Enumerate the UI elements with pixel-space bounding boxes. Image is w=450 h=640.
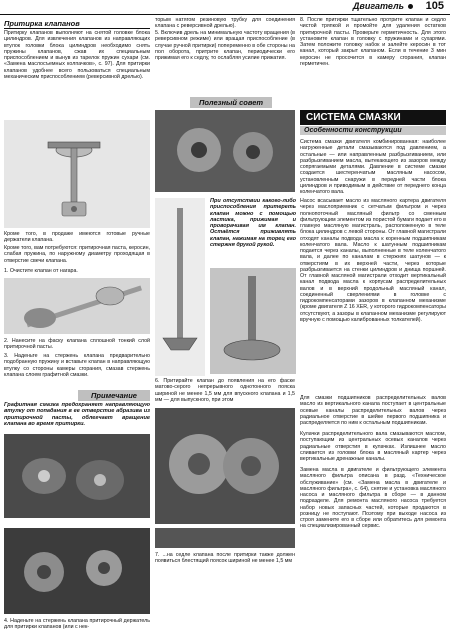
valve-seat-photo (210, 268, 296, 374)
step-6: 6. Притирайте клапан до появления на его фаске матово-серого непрерывного однотонного пояска шириной не менее 1,5 мм для впускного клапана и 1,5 мм — для выпускного, при этом (155, 378, 295, 403)
step-1: 1. Очистите клапан от нагара. (4, 268, 78, 274)
note-text: Графитная смазка предохраняет направляющую втулку от попадания в ее отверстие абразива из притирочной пасты, облегчает вращение клапана во время притирки. (4, 402, 150, 428)
materials-text: Кроме того, вам потребуются: притирочная паста, керосин, слабая пружина, по наружному диаметру проходящая в отверстие свечи клапана. (4, 245, 150, 264)
ready-holders-text: Кроме того, в продаже имеются готовые ручные держатели клапана. (4, 231, 150, 244)
design-features-heading: Особенности конструкции (300, 126, 446, 135)
valve-spring-photo (4, 528, 150, 614)
step-7: 7. ...на седле клапана после притирки также должен появиться блестящий поясок шириной не менее 1,5 мм (155, 552, 295, 565)
combustion-chamber-photo (155, 408, 295, 524)
tip-photo (155, 110, 295, 192)
lubrication-par-2: Насос всасывает масло из масляного картера двигателя через маслоприемник с сетчатым фильтром и через полнопоточный масляный фильтр со сменным фильтрующим элементом из пористой бумаги подает его в главную масляную магистраль, расположенную в теле блока цилиндров с левой стороны. От главной магистрали отходят каналы подвода масла к коренным подшипникам коленчатого вала. Масло к шатунным подшипникам подается через каналы, выполненные в теле коленчатого вала, и далее по каналам в стержнях шатунов — к отверстиям в их верхней части, через которые разбрызгивается на стенки цилиндров и днища поршней. От главной масляной магистрали отходит вертикальный канал подвода масла к корпусам распределительных валов и в верхний продольный масляный канал, соединенный сверлениями в головке с гидрокомпенсаторами зазоров в клапанном механизме (кроме двигателя Z 16 XER, у которого гидрокомпенсаторы отсутствуют, а зазоры в клапанном механизме регулируют вручную с помощью калиброванных толкателей). (300, 198, 446, 323)
valve-holder-photo (4, 120, 150, 228)
lubrication-par-1: Система смазки двигателя комбинированная: наиболее нагруженные детали смазываются под давлением, а остальные — или направленным разбрызгиванием, или разбрызгиванием масла, вытекающего из зазоров между сопрягаемыми деталями. Давление в системе смазки создается шестеренчатым масляным насосом, установленным снаружи в передней части блока цилиндров и приводимым в действие от переднего конца коленчатого вала. (300, 139, 446, 195)
valve-cleaning-photo (4, 278, 150, 334)
step-4: 4. Наденьте на стержень клапана притирочный держатель для притирки клапанов (или с нек- (4, 618, 150, 631)
page-header (0, 0, 450, 14)
seat-thumbnail (155, 528, 295, 548)
note-heading: Примечание (78, 390, 150, 401)
page-number: 105 (425, 0, 444, 12)
header-bullet (408, 4, 413, 9)
cylinder-head-photo (4, 434, 150, 518)
section-name: Двигатель (352, 1, 404, 11)
lubrication-par-4: Кулачки распределительного вала смазываются маслом, поступающим из центральных осевых каналов через радиальные отверстия в кулачках. Излишнее масло сливается из головки блока в масляный картер через вертикальные дренажные каналы. (300, 431, 446, 462)
mid-top-text: торым натягом резиновую трубку для соединения клапана с реверсивной дрелью). (155, 17, 295, 30)
step-8: 8. После притирки тщательно протрите клапан и седло чистой тряпкой и промойте для удаления остатков притирочной пасты. Проверьте герметичность. Для этого установите клапан в головку с пружинами и сухарями. Затем положите головку набок и залейте керосин в тот канал, который закрыт клапаном. Если в течение 3 мин керосин не просочится в камеру сгорания, клапан герметичен. (300, 17, 446, 67)
step-2: 2. Нанесите на фаску клапана сплошной тонкий слой притирочной пасты. (4, 338, 150, 351)
intro-paragraph: Притирку клапанов выполняют на снятой головке блока цилиндров. Для извлечения клапанов из направляющих втулок головки блока цилиндров необходимо снять пружины клапанов, сжав их специальным приспособлением и вынув из тарелок пружин сухари (см. «Замена маслосъемных колпачков», с. 97). Для притирки клапанов удобнее всего пользоваться специальным механическим приспособлением (реверсивной дрелью). (4, 30, 150, 80)
tip-text: При отсутствии какого-либо приспособления притереть клапан можно с помощью ластика, прижимая и проворачивая им клапан. Остаётся приживлять клапан, нажимая на торец его стержня другой рукой. (210, 198, 296, 249)
step-3: 3. Наденьте на стержень клапана предварительно подобранную пружину и вставьте клапан в направляющую втулку со стороны камеры сгорания, смазав стержень клапана слоем графитной смазки. (4, 353, 150, 378)
lubrication-system-heading: СИСТЕМА СМАЗКИ (300, 110, 446, 125)
lapped-valve-photo (155, 198, 205, 376)
valve-lapping-heading: Притирка клапанов (4, 19, 150, 29)
useful-tip-heading: Полезный совет (190, 97, 272, 108)
lubrication-par-5: Замена масла в двигателе и фильтрующего элемента масляного фильтра описана в разд. «Техническое обслуживание» (см. «Замена масла в двигателе и масляного фильтра», с. 64), снятие и установка масляного насоса и масляного фильтра в сборе — в данном подразделе. Для ремонта масляного насоса требуется набор новых запасных частей, которые продаются в розницу не поступают. Поэтому при выходе насоса из строя замените его в сборе или обратитесь для ремонта на специализированный сервис. (300, 467, 446, 530)
step-5: 5. Включив дрель на минимальную частоту вращения (в реверсивном режиме) или вращая приспособление (в случае ручной притирки) попеременно в обе стороны на пол оборота, притрите клапан, периодически его прижимая его к седлу, то ослабляя усилие прижатия. (155, 30, 295, 61)
lubrication-par-3: Для смазки подшипников распределительных валов масло из вертикального канала поступает в центральные осевые каналы распределительных валов через радиальное отверстие в шейке первого подшипника и распределяется по ним к остальным подшипникам. (300, 395, 446, 426)
